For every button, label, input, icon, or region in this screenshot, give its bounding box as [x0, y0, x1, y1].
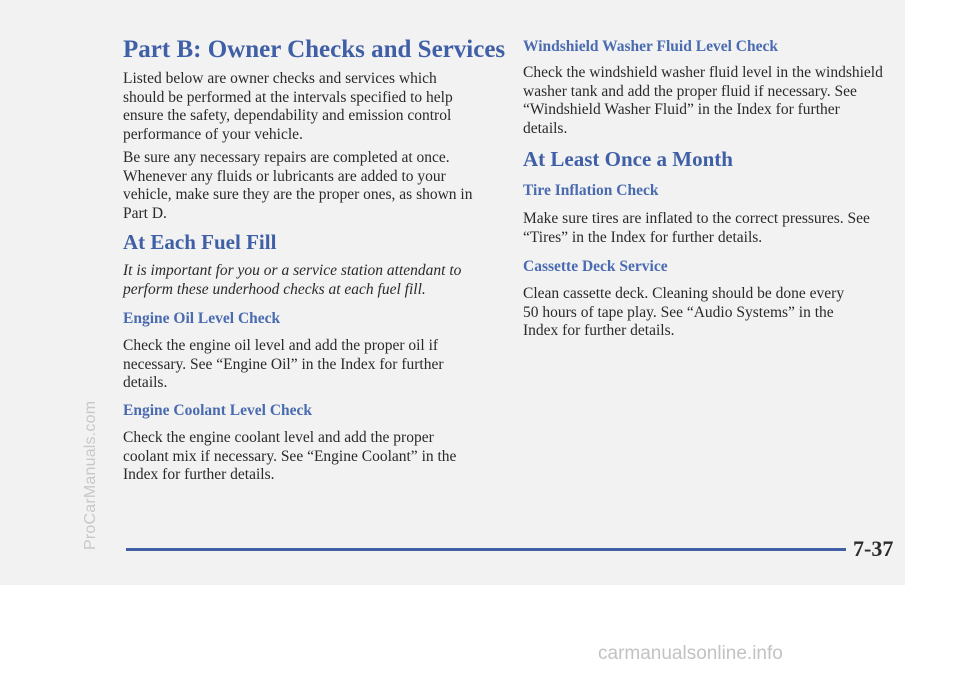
footer-rule [126, 548, 846, 551]
side-watermark-text: ProCarManuals.com [82, 400, 99, 550]
subheading-engine-coolant: Engine Coolant Level Check [123, 402, 313, 419]
washer-fluid-paragraph: Check the windshield washer fluid level in the windshield washer tank and add the proper fluid if necessary. See “Windshield Washer Fluid” in the Index for further details. [523, 64, 883, 137]
engine-coolant-paragraph: Check the engine coolant level and add the proper coolant mix if necessary. See “Engine Coolant” in the Index for further details. [123, 429, 457, 483]
intro-paragraph: Listed below are owner checks and services which should be performed at the intervals specified to help ensure the safety, dependability and emission control performance of your vehicle. [123, 70, 453, 143]
cassette-deck-paragraph: Clean cassette deck. Cleaning should be done every 50 hours of tape play. See “Audio Systems” in the Index for further details. [523, 285, 845, 339]
section-heading-fuel-fill: At Each Fuel Fill [123, 230, 277, 254]
subheading-washer-fluid: Windshield Washer Fluid Level Check [523, 38, 778, 55]
section-heading-once-a-month: At Least Once a Month [523, 147, 733, 171]
page-title: Part B: Owner Checks and Services [123, 36, 506, 63]
subheading-engine-oil: Engine Oil Level Check [123, 310, 281, 327]
repairs-paragraph: Be sure any necessary repairs are completed at once. Whenever any fluids or lubricants are added to your vehicle, make sure they are the proper ones, as shown in Part D. [123, 149, 473, 222]
page-number: 7-37 [853, 536, 894, 561]
fuel-fill-note: It is important for you or a service station attendant to perform these underhood checks at each fuel fill. [123, 262, 462, 298]
engine-oil-paragraph: Check the engine oil level and add the proper oil if necessary. See “Engine Oil” in the Index for further details. [123, 337, 444, 391]
footer-watermark: carmanualsonline.info [598, 643, 783, 664]
tire-inflation-paragraph: Make sure tires are inflated to the correct pressures. See “Tires” in the Index for further details. [523, 210, 870, 246]
subheading-tire-inflation: Tire Inflation Check [523, 182, 659, 199]
subheading-cassette-deck: Cassette Deck Service [523, 258, 668, 275]
side-watermark [82, 110, 98, 550]
